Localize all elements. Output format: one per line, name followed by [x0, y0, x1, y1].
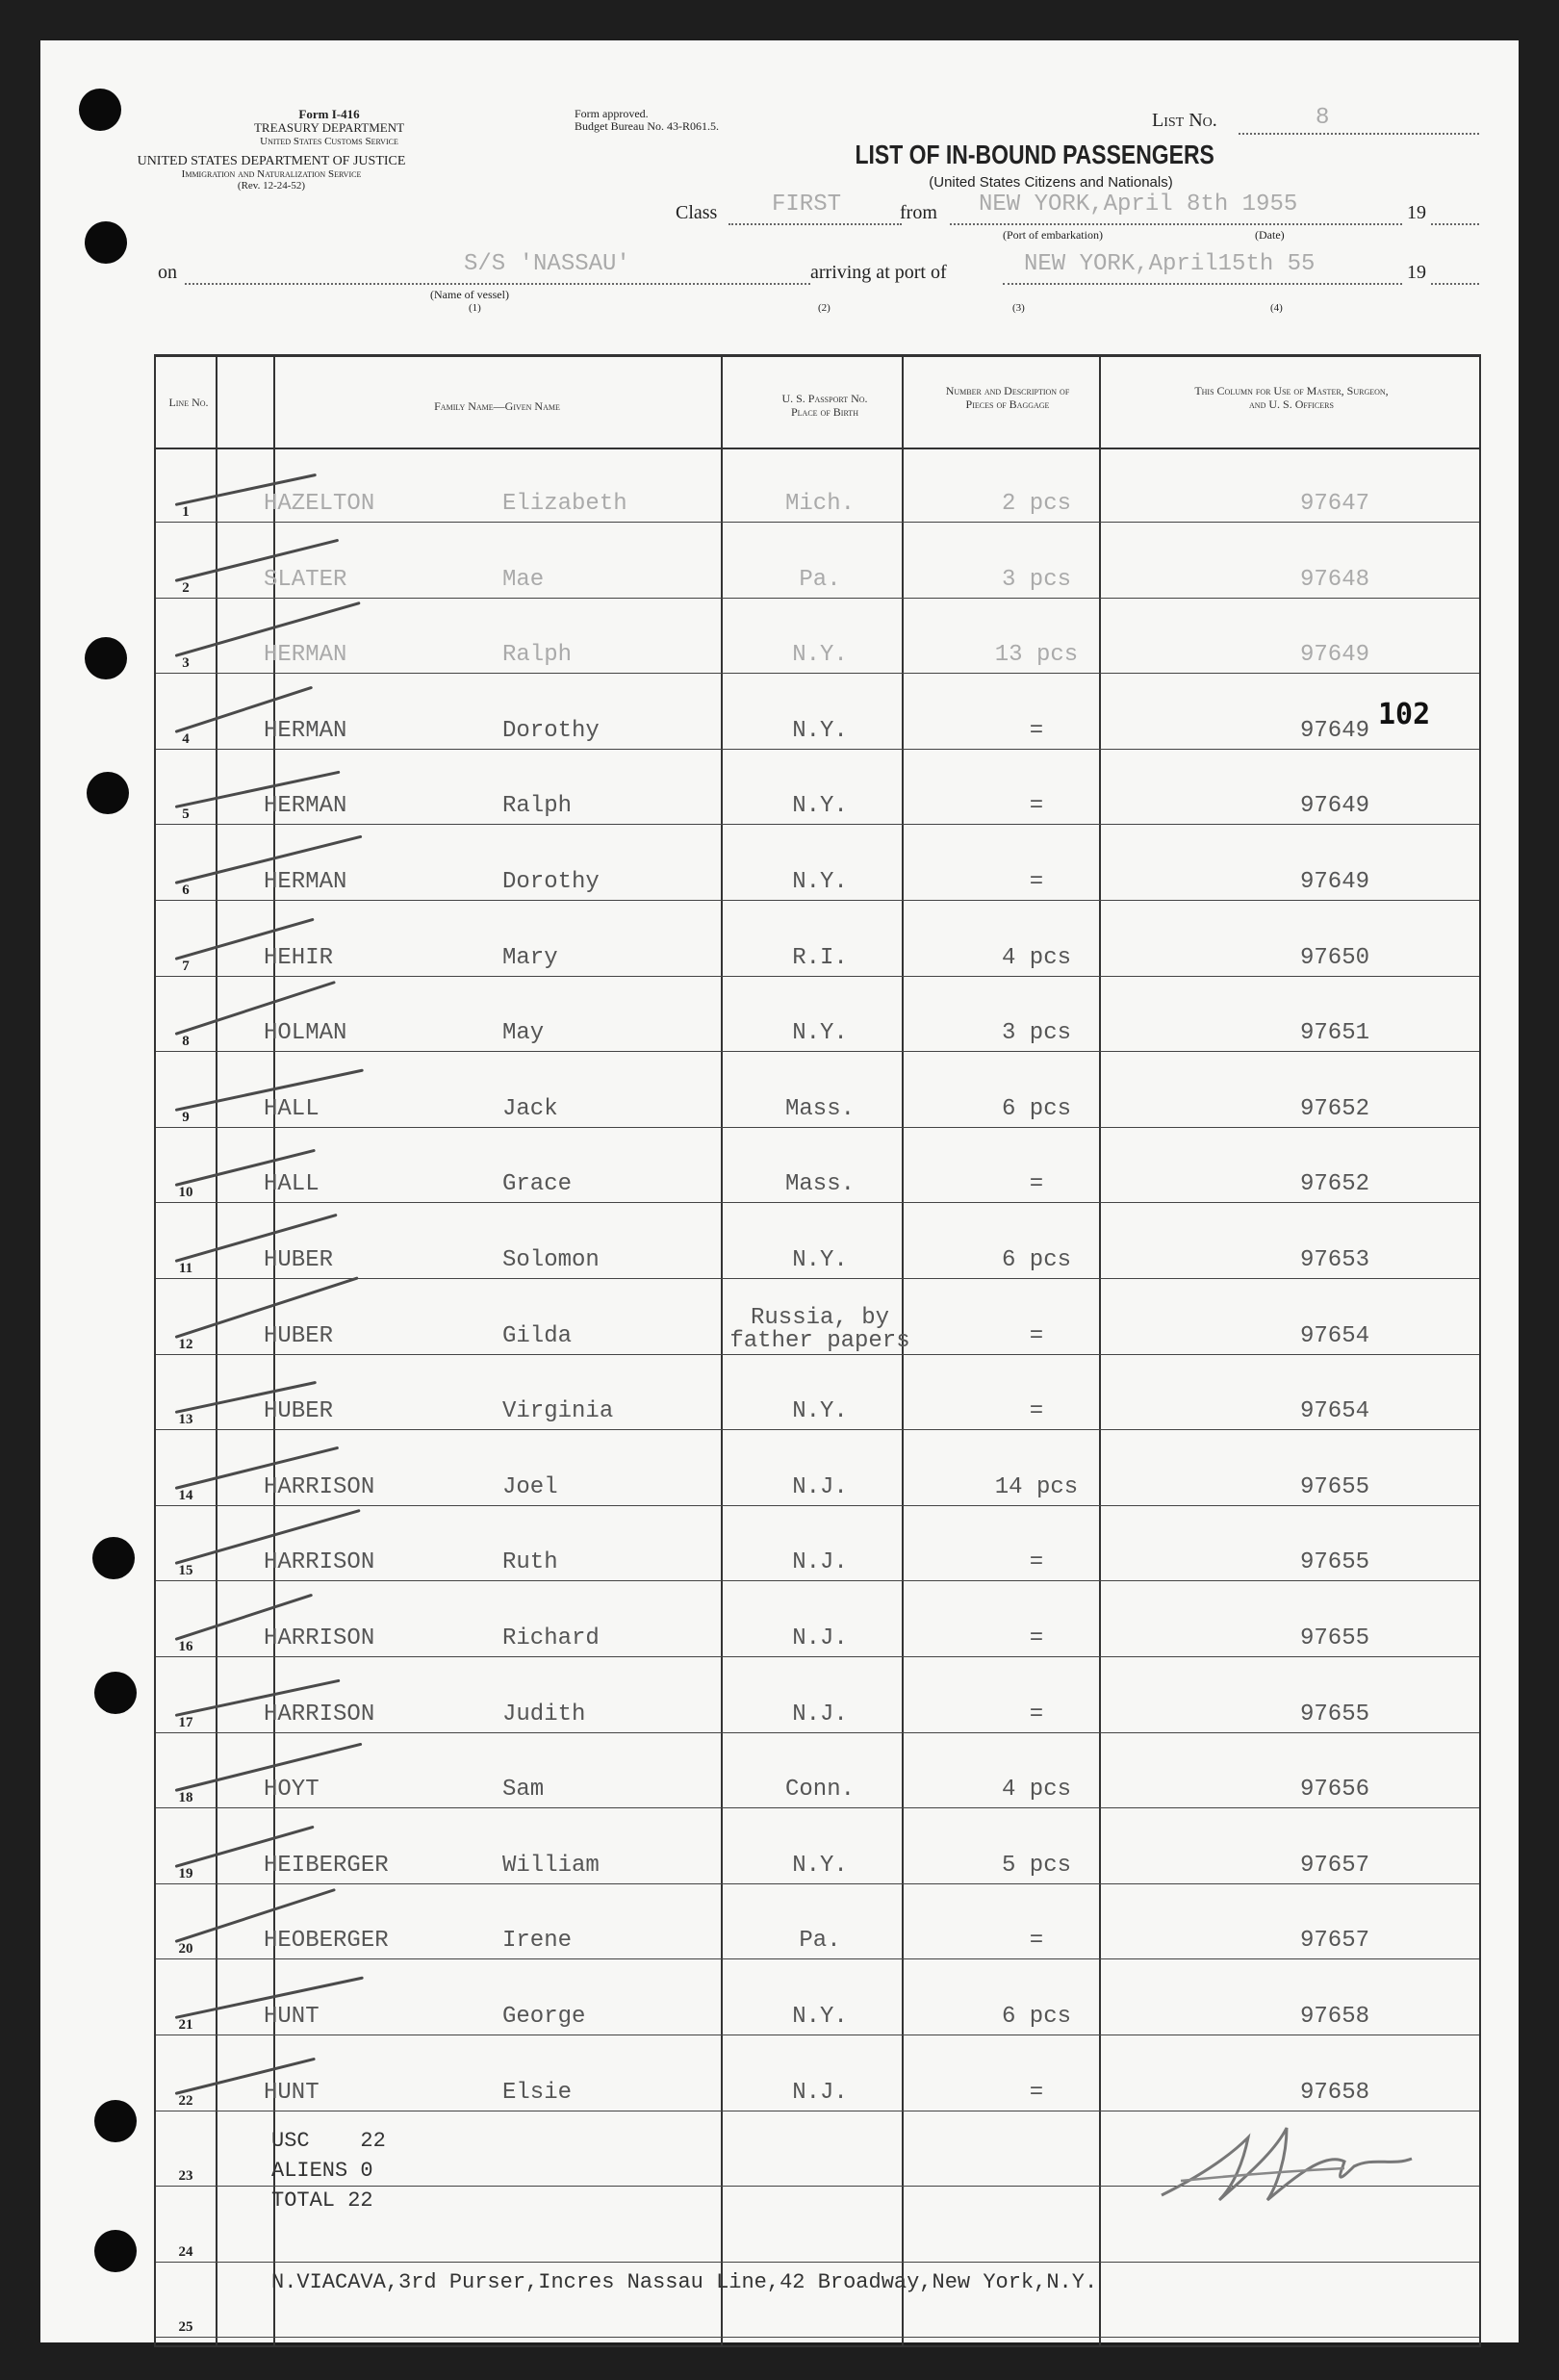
officer-number: 97656	[1299, 1777, 1369, 1804]
line-number: 20	[178, 1941, 193, 1958]
from-label: from	[900, 202, 937, 223]
line-number: 8	[182, 1034, 190, 1050]
summary-aliens: ALIENS 0	[271, 2159, 373, 2183]
col-header-line: Line No.	[168, 396, 209, 409]
baggage-count: 4 pcs	[1001, 1777, 1071, 1804]
line-number: 17	[178, 1714, 193, 1730]
family-name: HUNT	[264, 2004, 319, 2030]
list-no-label: List No.	[1152, 110, 1217, 131]
baggage-count: 14 pcs	[994, 1473, 1079, 1500]
table-row	[156, 1582, 1479, 1657]
officer-number: 97648	[1299, 566, 1369, 593]
row-rule	[156, 2337, 1479, 2338]
family-name: HARRISON	[264, 1625, 375, 1651]
family-name: HALL	[264, 1095, 319, 1122]
ins-label: Immigration and Naturalization Service	[181, 168, 362, 181]
family-name: HERMAN	[264, 869, 347, 895]
given-name: Solomon	[502, 1247, 600, 1273]
punch-hole	[92, 1537, 135, 1579]
given-name: Grace	[502, 1171, 573, 1198]
place-of-birth: N.J.	[792, 1701, 848, 1727]
place-of-birth: N.Y.	[792, 642, 848, 669]
family-name: HALL	[264, 1171, 319, 1198]
year-1: 19	[1407, 202, 1426, 223]
table-row	[156, 1355, 1479, 1430]
baggage-count: 6 pcs	[1001, 1247, 1071, 1273]
given-name: William	[502, 1852, 600, 1879]
given-name: Sam	[502, 1777, 545, 1804]
baggage-count: 4 pcs	[1001, 944, 1071, 971]
class-label: Class	[676, 202, 718, 223]
list-no-value: 8	[1316, 105, 1330, 131]
table-row	[156, 1053, 1479, 1128]
family-name: HERMAN	[264, 717, 347, 744]
officer-number: 97652	[1299, 1095, 1369, 1122]
on-label: on	[158, 262, 177, 283]
officer-number: 97652	[1299, 1171, 1369, 1198]
line-number: 22	[178, 2092, 193, 2109]
given-name: Virginia	[502, 1398, 614, 1425]
officer-number: 97655	[1299, 1701, 1369, 1727]
given-name: Elizabeth	[502, 491, 627, 517]
from-line	[950, 223, 1402, 225]
table-row	[156, 977, 1479, 1052]
manifest-sheet	[40, 40, 1519, 2342]
family-name: HERMAN	[264, 793, 347, 820]
baggage-count: =	[1029, 1322, 1044, 1349]
page-stamp: 102	[1378, 698, 1431, 731]
officer-number: 97649	[1299, 642, 1369, 669]
given-name: Irene	[502, 1928, 573, 1955]
given-name: Elsie	[502, 2079, 573, 2106]
form-number: Form I-416	[298, 107, 360, 121]
given-name: May	[502, 1020, 545, 1047]
table-row	[156, 1809, 1479, 1884]
customs-label: United States Customs Service	[260, 135, 398, 147]
family-name: HARRISON	[264, 1701, 375, 1727]
given-name: George	[502, 2004, 586, 2030]
line-number: 19	[178, 1865, 193, 1881]
vessel-line	[185, 283, 810, 285]
approval-block	[575, 108, 719, 133]
given-name: Dorothy	[502, 869, 600, 895]
place-of-birth: N.Y.	[792, 2004, 848, 2030]
year-1-line	[1431, 223, 1479, 225]
given-name: Ruth	[502, 1549, 558, 1576]
line-number: 12	[178, 1336, 193, 1352]
class-line	[728, 223, 902, 225]
line-number: 1	[182, 504, 190, 520]
table-row	[156, 448, 1479, 523]
punch-hole	[94, 2230, 137, 2272]
justice-block	[89, 154, 454, 192]
officer-number: 97658	[1299, 2079, 1369, 2106]
family-name: HEIBERGER	[264, 1852, 389, 1879]
given-name: Richard	[502, 1625, 600, 1651]
baggage-count: =	[1029, 1928, 1044, 1955]
baggage-count: =	[1029, 1398, 1044, 1425]
baggage-count: =	[1029, 1549, 1044, 1576]
place-of-birth: Russia, by father papers	[729, 1304, 910, 1354]
given-name: Dorothy	[502, 717, 600, 744]
line-number: 25	[178, 2319, 193, 2336]
officer-number: 97655	[1299, 1625, 1369, 1651]
summary-total: TOTAL 22	[271, 2188, 373, 2213]
officer-number: 97647	[1299, 491, 1369, 517]
family-name: HEHIR	[264, 944, 334, 971]
table-row	[156, 2036, 1479, 2111]
line-number: 21	[178, 2017, 193, 2033]
baggage-count: 13 pcs	[994, 642, 1079, 669]
punch-hole	[85, 221, 127, 264]
treasury-label: TREASURY DEPARTMENT	[253, 120, 405, 136]
line-number: 24	[178, 2243, 193, 2260]
family-name: HUNT	[264, 2079, 319, 2106]
table-row	[156, 1128, 1479, 1203]
port-caption: (Port of embarkation)	[1003, 228, 1103, 242]
place-of-birth: N.Y.	[792, 869, 848, 895]
table-row	[156, 1280, 1479, 1355]
officer-number: 97654	[1299, 1398, 1369, 1425]
place-of-birth: N.Y.	[792, 1020, 848, 1047]
vessel-value: S/S 'NASSAU'	[464, 251, 630, 277]
summary-usc: USC 22	[271, 2129, 386, 2153]
place-of-birth: Pa.	[799, 566, 841, 593]
punch-hole	[87, 772, 129, 814]
family-name: HARRISON	[264, 1473, 375, 1500]
col-num-4: (4)	[1270, 302, 1283, 314]
col-header-passport: U. S. Passport No. Place of Birth	[781, 392, 868, 420]
baggage-count: =	[1029, 2079, 1044, 2106]
baggage-count: =	[1029, 793, 1044, 820]
baggage-count: 6 pcs	[1001, 2004, 1071, 2030]
place-of-birth: N.Y.	[792, 1852, 848, 1879]
table-row	[156, 1204, 1479, 1279]
baggage-count: =	[1029, 1171, 1044, 1198]
table-row	[156, 750, 1479, 825]
budget-bureau: Budget Bureau No. 43-R061.5.	[575, 119, 719, 134]
justice-label: UNITED STATES DEPARTMENT OF JUSTICE	[137, 154, 406, 168]
officer-signature	[1142, 2109, 1431, 2214]
baggage-count: 5 pcs	[1001, 1852, 1071, 1879]
line-number: 16	[178, 1639, 193, 1654]
family-name: HUBER	[264, 1247, 334, 1273]
vessel-caption: (Name of vessel)	[430, 288, 509, 301]
line-number: 7	[182, 958, 190, 974]
family-name: HOYT	[264, 1777, 319, 1804]
table-row	[156, 1884, 1479, 1959]
given-name: Mae	[502, 566, 545, 593]
col-header-name: Family Name—Given Name	[434, 399, 560, 413]
col-header-use: This Column for Use of Master, Surgeon, and U. S. Officers	[1194, 384, 1389, 412]
officer-number: 97653	[1299, 1247, 1369, 1273]
place-of-birth: N.Y.	[792, 717, 848, 744]
punch-hole	[94, 1672, 137, 1714]
officer-number: 97651	[1299, 1020, 1369, 1047]
place-of-birth: R.I.	[792, 944, 848, 971]
family-name: HOLMAN	[264, 1020, 347, 1047]
family-name: HUBER	[264, 1398, 334, 1425]
line-number: 5	[182, 806, 190, 823]
date-caption: (Date)	[1255, 228, 1285, 242]
given-name: Jack	[502, 1095, 558, 1122]
table-row	[156, 524, 1479, 599]
form-title: LIST OF IN-BOUND PASSENGERS	[855, 140, 1214, 169]
rev-label: (Rev. 12-24-52)	[237, 180, 306, 192]
place-of-birth: N.J.	[792, 2079, 848, 2106]
line-number: 10	[178, 1185, 193, 1201]
col-num-2: (2)	[818, 302, 831, 314]
family-name: HAZELTON	[264, 491, 375, 517]
place-of-birth: N.J.	[792, 1625, 848, 1651]
col-num-1: (1)	[469, 302, 481, 314]
line-number: 3	[182, 655, 190, 672]
table-row	[156, 1658, 1479, 1733]
baggage-count: 3 pcs	[1001, 566, 1071, 593]
line-number: 11	[178, 1261, 193, 1276]
given-name: Mary	[502, 944, 558, 971]
form-subtitle: (United States Citizens and Nationals)	[929, 174, 1173, 191]
family-name: HUBER	[264, 1322, 334, 1349]
place-of-birth: Pa.	[799, 1928, 841, 1955]
officer-number: 97655	[1299, 1473, 1369, 1500]
arrival-line	[1003, 283, 1402, 285]
table-row	[156, 902, 1479, 977]
line-number: 14	[178, 1487, 193, 1503]
baggage-count: 2 pcs	[1001, 491, 1071, 517]
officer-number: 97650	[1299, 944, 1369, 971]
place-of-birth: N.J.	[792, 1549, 848, 1576]
arriving-label: arriving at port of	[810, 262, 947, 283]
line-number: 2	[182, 579, 190, 596]
place-of-birth: N.Y.	[792, 1247, 848, 1273]
list-no-line	[1239, 133, 1479, 135]
line-number: 4	[182, 730, 190, 747]
family-name: SLATER	[264, 566, 347, 593]
line-number: 18	[178, 1790, 193, 1806]
year-2: 19	[1407, 262, 1426, 283]
given-name: Judith	[502, 1701, 586, 1727]
officer-number: 97649	[1299, 793, 1369, 820]
family-name: HEOBERGER	[264, 1928, 389, 1955]
given-name: Joel	[502, 1473, 558, 1500]
place-of-birth: N.J.	[792, 1473, 848, 1500]
col-num-3: (3)	[1012, 302, 1025, 314]
arrival-value: NEW YORK,April15th 55	[1024, 251, 1316, 277]
col-header-baggage: Number and Description of Pieces of Baggage	[945, 384, 1070, 412]
officer-number: 97657	[1299, 1928, 1369, 1955]
baggage-count: =	[1029, 1625, 1044, 1651]
purser-line: N.VIACAVA,3rd Purser,Incres Nassau Line,42 Broadway,New York,N.Y.	[271, 2270, 1098, 2294]
baggage-count: =	[1029, 869, 1044, 895]
given-name: Ralph	[502, 642, 573, 669]
passenger-table	[154, 354, 1481, 2347]
baggage-count: =	[1029, 1701, 1044, 1727]
baggage-count: 6 pcs	[1001, 1095, 1071, 1122]
given-name: Ralph	[502, 793, 573, 820]
line-number: 13	[178, 1412, 193, 1428]
family-name: HARRISON	[264, 1549, 375, 1576]
table-row	[156, 599, 1479, 674]
table-row	[156, 1506, 1479, 1581]
place-of-birth: Mass.	[784, 1095, 855, 1122]
given-name: Gilda	[502, 1322, 573, 1349]
table-row	[156, 1431, 1479, 1506]
from-value: NEW YORK,April 8th 1955	[979, 192, 1298, 218]
place-of-birth: N.Y.	[792, 793, 848, 820]
line-number: 9	[182, 1109, 190, 1125]
line-number: 6	[182, 883, 190, 898]
table-row	[156, 1960, 1479, 2035]
officer-number: 97649	[1299, 869, 1369, 895]
line-number: 15	[178, 1563, 193, 1579]
place-of-birth: Mass.	[784, 1171, 855, 1198]
year-2-line	[1431, 283, 1479, 285]
class-value: FIRST	[772, 192, 842, 218]
officer-number: 97649	[1299, 717, 1369, 744]
punch-hole	[79, 89, 121, 131]
officer-number: 97657	[1299, 1852, 1369, 1879]
place-of-birth: Mich.	[784, 491, 855, 517]
summary-block	[271, 2126, 386, 2215]
punch-hole	[94, 2100, 137, 2142]
place-of-birth: Conn.	[784, 1777, 855, 1804]
officer-number: 97658	[1299, 2004, 1369, 2030]
table-row	[156, 675, 1479, 750]
form-agency-block	[146, 108, 512, 147]
baggage-count: =	[1029, 717, 1044, 744]
officer-number: 97655	[1299, 1549, 1369, 1576]
line-number: 23	[178, 2168, 193, 2185]
form-approved: Form approved.	[575, 107, 649, 120]
punch-hole	[85, 637, 127, 679]
family-name: HERMAN	[264, 642, 347, 669]
baggage-count: 3 pcs	[1001, 1020, 1071, 1047]
officer-number: 97654	[1299, 1322, 1369, 1349]
place-of-birth: N.Y.	[792, 1398, 848, 1425]
